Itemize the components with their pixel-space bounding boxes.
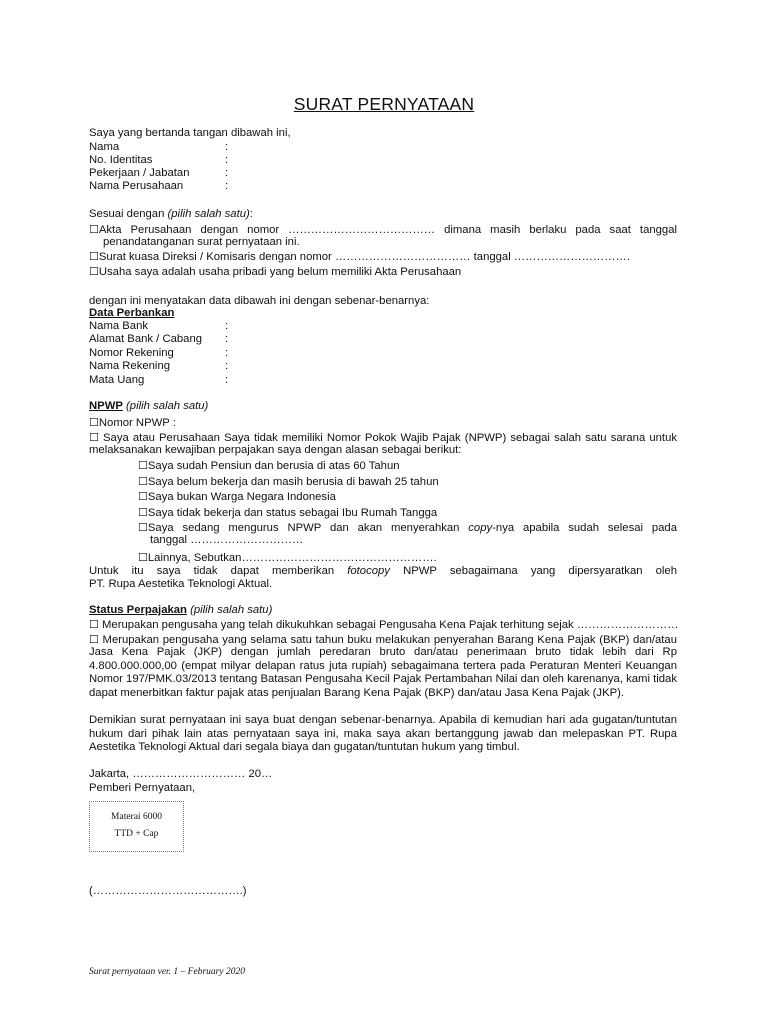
- reason-label: Saya tidak bekerja dan status sebagai Ibu Rumah Tangga: [147, 507, 438, 519]
- tax-option-line: dapat menerbitkan faktur pajak atas penjualan Barang Kena Pajak (BKP) dan/atau Jasa Kena Pajak (JKP).: [89, 687, 625, 699]
- field-colon: :: [225, 347, 229, 359]
- sesuai-hint: (pilih salah satu): [167, 208, 250, 220]
- declare-text: dengan ini menyatakan data dibawah ini dengan sebenar-benarnya:: [89, 295, 430, 307]
- npwp-reason-bukan-wni[interactable]: [138, 490, 336, 504]
- field-colon: :: [225, 374, 229, 386]
- npwp-title: NPWP: [89, 400, 123, 412]
- closing-line: Aestetika Teknologi Aktual dari segala biaya dan gugatan/tuntutan hukum yang timbul.: [89, 741, 520, 753]
- note-italic: fotocopy: [347, 565, 390, 577]
- closing-line: Demikian surat pernyataan ini saya buat dengan sebenar-benarnya. Apabila di kemudian hari ada gugatan/tuntutan: [89, 714, 677, 726]
- stamp-ttd-text: TTD + Cap: [114, 829, 159, 839]
- reason-label: Saya bukan Warga Negara Indonesia: [147, 491, 336, 503]
- signature-line: (………………………………….): [89, 885, 247, 897]
- npwp-reason-mengurus[interactable]: [138, 521, 677, 535]
- field-colon: :: [225, 141, 229, 153]
- checkbox-icon[interactable]: ☐: [89, 250, 99, 263]
- field-label-no-identitas: No. Identitas: [89, 154, 153, 166]
- note-text-end: NPWP sebagaimana yang dipersyaratkan oleh: [389, 565, 677, 577]
- checkbox-icon[interactable]: ☐: [89, 618, 99, 631]
- reason-italic: copy: [468, 522, 493, 534]
- bank-label-mata-uang: Mata Uang: [89, 374, 145, 386]
- field-label-pekerjaan: Pekerjaan / Jabatan: [89, 167, 190, 179]
- sesuai-option-usaha-pribadi[interactable]: [89, 265, 461, 279]
- npwp-option-nomor[interactable]: [89, 416, 176, 430]
- tax-title: Status Perpajakan: [89, 604, 187, 616]
- tax-option-pengusaha-kecil[interactable]: [89, 633, 677, 647]
- bank-heading: Data Perbankan: [89, 307, 175, 319]
- npwp-option-tidak-memiliki-cont: melaksanakan kewajiban perpajakan saya dengan alasan sebagai berikut:: [89, 444, 462, 456]
- checkbox-icon[interactable]: ☐: [138, 506, 148, 519]
- checkbox-icon[interactable]: ☐: [138, 521, 148, 534]
- option-label: Merupakan pengusaha yang telah dikukuhkan sebagai Pengusaha Kena Pajak terhitung sejak ………………………: [102, 619, 679, 631]
- npwp-reason-lainnya[interactable]: [138, 551, 437, 565]
- bank-label-nama-rekening: Nama Rekening: [89, 360, 171, 372]
- reason-label: Saya belum bekerja dan masih berusia di bawah 25 tahun: [147, 476, 439, 488]
- sesuai-colon: :: [249, 208, 253, 220]
- document-title: SURAT PERNYATAAN: [293, 94, 475, 114]
- option-label: Saya atau Perusahaan Saya tidak memiliki Nomor Pokok Wajib Pajak (NPWP) sebagai salah satu sarana untuk: [103, 432, 678, 444]
- field-colon: :: [225, 167, 229, 179]
- bank-label-alamat: Alamat Bank / Cabang: [89, 333, 203, 345]
- field-colon: :: [225, 360, 229, 372]
- checkbox-icon[interactable]: ☐: [89, 633, 99, 646]
- footer-version: Surat pernyataan ver. 1 – February 2020: [89, 967, 245, 977]
- field-label-nama: Nama: [89, 141, 120, 153]
- sesuai-heading: [89, 208, 253, 221]
- tax-option-line: 4.800.000.000,00 (empat milyar delapan ratus juta rupiah) sebagaimana tertera pada Peraturan Menteri Keuangan: [89, 660, 677, 672]
- sesuai-lead: Sesuai dengan: [89, 208, 168, 220]
- tax-option-line: Nomor 197/PMK.03/2013 tentang Batasan Pengusaha Kecil Pajak Pertambahan Nilai dan oleh karenanya, kami tidak: [89, 673, 677, 685]
- bank-label-nama-bank: Nama Bank: [89, 320, 149, 332]
- tax-option-pkp[interactable]: [89, 618, 679, 632]
- field-colon: :: [225, 154, 229, 166]
- tax-hint: (pilih salah satu): [190, 604, 273, 616]
- checkbox-icon[interactable]: ☐: [138, 459, 148, 472]
- reason-label: Lainnya, Sebutkan…………………………………………….: [147, 552, 437, 564]
- field-colon: :: [225, 320, 229, 332]
- materai-stamp-box: [89, 801, 184, 852]
- npwp-hint: (pilih salah satu): [126, 400, 209, 412]
- checkbox-icon[interactable]: ☐: [89, 223, 99, 236]
- closing-line: hukum dari pihak lain atas pernyataan saya ini, maka saya akan bertanggung jawab dan melepaskan PT. Rupa: [89, 728, 677, 740]
- npwp-reason-mengurus-cont: tanggal …………………………: [150, 534, 304, 546]
- checkbox-icon[interactable]: ☐: [89, 416, 99, 429]
- npwp-note: [89, 565, 677, 578]
- stamp-materai-text: Materai 6000: [111, 812, 162, 822]
- bank-label-nomor-rekening: Nomor Rekening: [89, 347, 174, 359]
- reason-label: Saya sedang mengurus NPWP dan akan menyerahkan: [147, 522, 469, 534]
- option-label: Surat kuasa Direksi / Komisaris dengan nomor ……………………………… tanggal ………………………….: [98, 251, 630, 263]
- sesuai-option-akta-cont: penandatanganan surat pernyataan ini.: [103, 236, 300, 248]
- checkbox-icon[interactable]: ☐: [89, 431, 99, 444]
- checkbox-icon[interactable]: ☐: [138, 551, 148, 564]
- option-label: Nomor NPWP :: [98, 417, 176, 429]
- tax-heading: [89, 604, 272, 617]
- field-colon: :: [225, 333, 229, 345]
- checkbox-icon[interactable]: ☐: [138, 490, 148, 503]
- option-label: Usaha saya adalah usaha pribadi yang belum memiliki Akta Perusahaan: [98, 266, 462, 278]
- checkbox-icon[interactable]: ☐: [138, 475, 148, 488]
- npwp-note-cont: PT. Rupa Aestetika Teknologi Aktual.: [89, 578, 273, 590]
- reason-label-end: -nya apabila sudah selesai pada: [492, 522, 677, 534]
- option-label: Merupakan pengusaha yang selama satu tahun buku melakukan penyerahan Barang Kena Pajak (BKP) dan/atau: [102, 634, 677, 646]
- note-text: Untuk itu saya tidak dapat memberikan: [89, 565, 348, 577]
- npwp-reason-pensiun[interactable]: [138, 459, 400, 473]
- field-colon: :: [225, 180, 229, 192]
- sesuai-option-akta[interactable]: [89, 223, 677, 237]
- npwp-option-tidak-memiliki[interactable]: [89, 431, 677, 445]
- reason-label: Saya sudah Pensiun dan berusia di atas 60 Tahun: [147, 460, 400, 472]
- npwp-reason-ibu-rumah-tangga[interactable]: [138, 506, 437, 520]
- option-label: Akta Perusahaan dengan nomor ………………………………… dimana masih berlaku pada saat tanggal: [98, 224, 677, 236]
- checkbox-icon[interactable]: ☐: [89, 265, 99, 278]
- giver-label: Pemberi Pernyataan,: [89, 782, 196, 794]
- sesuai-option-surat-kuasa[interactable]: [89, 250, 630, 264]
- npwp-reason-belum-bekerja[interactable]: [138, 475, 439, 489]
- npwp-heading: [89, 400, 208, 413]
- tax-option-line: Jasa Kena Pajak (JKP) dengan jumlah peredaran bruto dan/atau penerimaan bruto tidak lebih dari Rp: [89, 646, 677, 658]
- intro-text: Saya yang bertanda tangan dibawah ini,: [89, 127, 291, 139]
- place-date: Jakarta, ………………………… 20…: [89, 768, 273, 780]
- field-label-nama-perusahaan: Nama Perusahaan: [89, 180, 184, 192]
